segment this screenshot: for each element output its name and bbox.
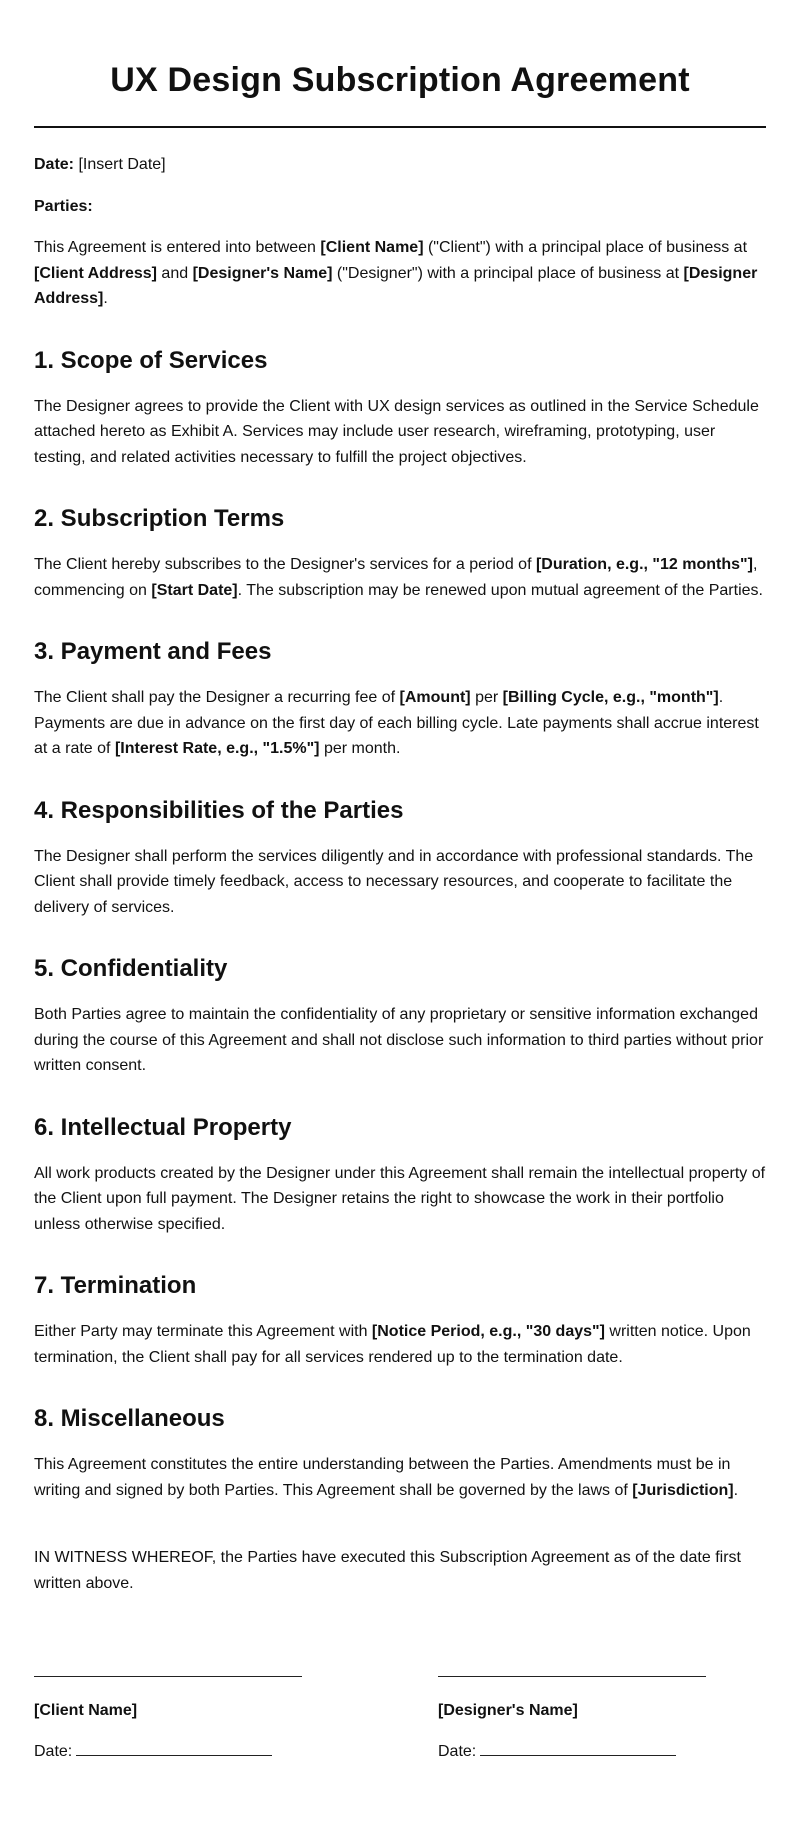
- section-body: [34, 1452, 766, 1503]
- section-heading: 8. Miscellaneous: [34, 1405, 225, 1432]
- date-label: Date:: [438, 1743, 477, 1760]
- designer-signature-block: [438, 1676, 738, 1762]
- section-body: The Designer agrees to provide the Client with UX design services as outlined in the Service Schedule attached hereto as Exhibit A. Services may include user research, wireframing, prototyping, user testing, and related activities necessary to fulfill the project objectives.: [34, 397, 759, 466]
- start-date-placeholder: [Start Date]: [151, 581, 238, 599]
- client-address-placeholder: [Client Address]: [34, 264, 157, 282]
- section-heading: 3. Payment and Fees: [34, 638, 272, 665]
- body-text: Either Party may terminate this Agreement with: [34, 1323, 372, 1340]
- body-text: .: [733, 1481, 739, 1499]
- section-subscription-terms: [34, 504, 766, 603]
- date-line: [34, 152, 766, 178]
- designer-signature-name: [Designer's Name]: [438, 1702, 578, 1719]
- section-heading: 7. Termination: [34, 1272, 197, 1299]
- section-heading: 2. Subscription Terms: [34, 505, 285, 532]
- body-text: . Payments are due in advance on the first day of each billing cycle. Late payments shall accrue interest at a rate of: [34, 689, 759, 757]
- notice-period-placeholder: [Notice Period, e.g., "30 days"]: [371, 1323, 605, 1340]
- duration-placeholder: [Duration, e.g., "12 months"]: [535, 556, 753, 573]
- interest-rate-placeholder: [Interest Rate, e.g., "1.5%"]: [114, 740, 320, 757]
- section-miscellaneous: [34, 1404, 766, 1503]
- section-heading: 6. Intellectual Property: [34, 1113, 292, 1141]
- witness-paragraph: IN WITNESS WHEREOF, the Parties have executed this Subscription Agreement as of the date first written above.: [34, 1549, 741, 1592]
- jurisdiction-placeholder: [Jurisdiction]: [632, 1481, 734, 1499]
- intro-text: This Agreement is entered into between: [34, 239, 321, 256]
- section-termination: [34, 1271, 766, 1370]
- section-scope: [34, 346, 766, 471]
- parties-label-text: Parties:: [34, 197, 93, 215]
- parties-label: [34, 194, 766, 220]
- intro-paragraph: [34, 235, 766, 312]
- client-signature-block: [34, 1676, 334, 1762]
- intro-text: and: [156, 264, 193, 282]
- designer-address-placeholder: [Designer Address]: [34, 264, 758, 307]
- intro-text: ("Designer") with a principal place of business at: [332, 264, 684, 282]
- body-text: per: [470, 689, 503, 706]
- section-heading: 4. Responsibilities of the Parties: [34, 796, 404, 824]
- date-value: [Insert Date]: [78, 156, 166, 173]
- designer-signature-date: [438, 1741, 738, 1762]
- body-text: written notice. Upon termination, the Client shall pay for all services rendered up to the termination date.: [34, 1323, 751, 1366]
- client-signature-name: [Client Name]: [34, 1702, 138, 1719]
- section-body: [34, 552, 766, 603]
- intro-text: ("Client") with a principal place of business at: [423, 239, 748, 256]
- section-body: [34, 685, 766, 762]
- title-divider: [34, 126, 766, 128]
- body-text: The Client hereby subscribes to the Designer's services for a period of: [34, 556, 536, 573]
- section-responsibilities: [34, 796, 766, 921]
- body-text: . The subscription may be renewed upon mutual agreement of the Parties.: [237, 581, 763, 599]
- section-confidentiality: [34, 954, 766, 1079]
- section-heading: 1. Scope of Services: [34, 346, 268, 374]
- section-intellectual-property: [34, 1113, 766, 1238]
- body-text: This Agreement constitutes the entire understanding between the Parties. Amendments must be in writing and signed by both Parties. This Agreement shall be governed by the laws of: [34, 1456, 731, 1499]
- section-body: All work products created by the Designer under this Agreement shall remain the intellectual property of the Client upon full payment. The Designer retains the right to showcase the work in their portfolio unless otherwise specified.: [34, 1164, 766, 1233]
- body-text: , commencing on: [34, 556, 758, 599]
- section-payment: [34, 637, 766, 762]
- client-signature-line: [34, 1676, 302, 1677]
- page-title: UX Design Subscription Agreement: [110, 61, 690, 99]
- body-text: per month.: [319, 740, 401, 757]
- designer-signature-line: [438, 1676, 706, 1677]
- date-label: Date:: [34, 1743, 73, 1760]
- body-text: The Client shall pay the Designer a recurring fee of: [34, 689, 400, 706]
- section-body: [34, 1319, 766, 1370]
- section-body: The Designer shall perform the services diligently and in accordance with professional standards. The Client shall provide timely feedback, access to necessary resources, and cooperate to facilitate the delivery of services.: [34, 847, 754, 916]
- amount-placeholder: [Amount]: [399, 689, 471, 706]
- intro-text: .: [103, 290, 108, 307]
- designer-name-placeholder: [Designer's Name]: [192, 264, 333, 282]
- date-label: Date:: [34, 156, 75, 173]
- billing-cycle-placeholder: [Billing Cycle, e.g., "month"]: [502, 689, 719, 706]
- client-name-placeholder: [Client Name]: [320, 239, 424, 256]
- section-heading: 5. Confidentiality: [34, 955, 228, 982]
- section-body: Both Parties agree to maintain the confidentiality of any proprietary or sensitive information exchanged during the course of this Agreement and shall not disclose such information to third parties without prior written consent.: [34, 1006, 764, 1074]
- date-blank-line: [480, 1741, 676, 1756]
- client-signature-date: [34, 1741, 334, 1762]
- date-blank-line: [76, 1741, 272, 1756]
